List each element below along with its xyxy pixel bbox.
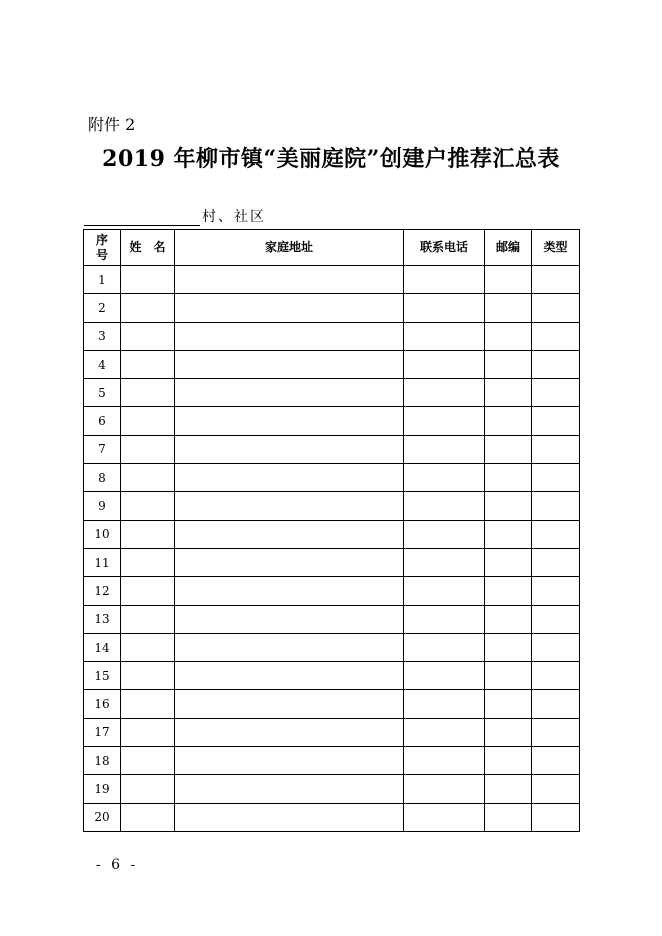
address-cell[interactable] [175, 294, 404, 322]
address-cell[interactable] [175, 690, 404, 718]
phone-cell[interactable] [404, 435, 485, 463]
table-row [84, 690, 580, 718]
phone-cell[interactable] [404, 379, 485, 407]
address-cell[interactable] [175, 379, 404, 407]
unit-label: 村、社区 [202, 209, 266, 225]
type-cell[interactable] [532, 492, 580, 520]
column-header-name: 姓 名 [121, 230, 175, 266]
row-index-cell: 16 [84, 690, 121, 718]
name-cell[interactable] [121, 322, 175, 350]
name-cell[interactable] [121, 633, 175, 661]
name-cell[interactable] [121, 605, 175, 633]
address-cell[interactable] [175, 718, 404, 746]
type-cell[interactable] [532, 350, 580, 378]
type-cell[interactable] [532, 633, 580, 661]
row-index-cell: 10 [84, 520, 121, 548]
postcode-cell[interactable] [485, 718, 532, 746]
name-cell[interactable] [121, 662, 175, 690]
row-index-cell: 19 [84, 775, 121, 803]
table-header-row [84, 230, 580, 266]
type-cell[interactable] [532, 548, 580, 576]
address-cell[interactable] [175, 633, 404, 661]
phone-cell[interactable] [404, 548, 485, 576]
table-row [84, 662, 580, 690]
unit-blank-field[interactable] [84, 207, 200, 226]
name-cell[interactable] [121, 775, 175, 803]
table-row [84, 266, 580, 294]
type-cell[interactable] [532, 775, 580, 803]
table-row [84, 492, 580, 520]
phone-cell[interactable] [404, 718, 485, 746]
table-row [84, 775, 580, 803]
phone-cell[interactable] [404, 322, 485, 350]
table-row [84, 803, 580, 831]
row-index-cell: 1 [84, 266, 121, 294]
row-index-cell: 12 [84, 577, 121, 605]
row-index-cell: 8 [84, 464, 121, 492]
type-cell[interactable] [532, 266, 580, 294]
table-row [84, 407, 580, 435]
address-cell[interactable] [175, 492, 404, 520]
table-row [84, 633, 580, 661]
page-number: - 6 - [96, 857, 139, 873]
postcode-cell[interactable] [485, 266, 532, 294]
address-cell[interactable] [175, 435, 404, 463]
phone-cell[interactable] [404, 633, 485, 661]
phone-cell[interactable] [404, 407, 485, 435]
type-cell[interactable] [532, 605, 580, 633]
row-index-cell: 20 [84, 803, 121, 831]
type-cell[interactable] [532, 322, 580, 350]
type-cell[interactable] [532, 803, 580, 831]
postcode-cell[interactable] [485, 435, 532, 463]
address-cell[interactable] [175, 577, 404, 605]
postcode-cell[interactable] [485, 464, 532, 492]
table-row [84, 577, 580, 605]
table-row [84, 350, 580, 378]
row-index-cell: 9 [84, 492, 121, 520]
name-cell[interactable] [121, 407, 175, 435]
row-index-cell: 13 [84, 605, 121, 633]
table-row [84, 464, 580, 492]
postcode-cell[interactable] [485, 407, 532, 435]
phone-cell[interactable] [404, 605, 485, 633]
name-cell[interactable] [121, 747, 175, 775]
table-row [84, 520, 580, 548]
name-cell[interactable] [121, 577, 175, 605]
type-cell[interactable] [532, 435, 580, 463]
type-cell[interactable] [532, 294, 580, 322]
column-header-postcode: 邮编 [485, 230, 532, 266]
type-cell[interactable] [532, 718, 580, 746]
table-row [84, 747, 580, 775]
address-cell[interactable] [175, 350, 404, 378]
phone-cell[interactable] [404, 294, 485, 322]
phone-cell[interactable] [404, 464, 485, 492]
address-cell[interactable] [175, 775, 404, 803]
postcode-cell[interactable] [485, 633, 532, 661]
name-cell[interactable] [121, 492, 175, 520]
name-cell[interactable] [121, 548, 175, 576]
name-cell[interactable] [121, 803, 175, 831]
name-cell[interactable] [121, 294, 175, 322]
phone-cell[interactable] [404, 747, 485, 775]
table-row [84, 322, 580, 350]
type-cell[interactable] [532, 662, 580, 690]
row-index-cell: 5 [84, 379, 121, 407]
document-title: 2019 年柳市镇“美丽庭院”创建户推荐汇总表 [102, 146, 560, 172]
postcode-cell[interactable] [485, 605, 532, 633]
type-cell[interactable] [532, 577, 580, 605]
recommendation-table [83, 229, 580, 832]
type-cell[interactable] [532, 407, 580, 435]
address-cell[interactable] [175, 322, 404, 350]
address-cell[interactable] [175, 605, 404, 633]
row-index-cell: 3 [84, 322, 121, 350]
phone-cell[interactable] [404, 775, 485, 803]
postcode-cell[interactable] [485, 662, 532, 690]
column-header-address: 家庭地址 [175, 230, 404, 266]
postcode-cell[interactable] [485, 294, 532, 322]
row-index-cell: 11 [84, 548, 121, 576]
column-header-type: 类型 [532, 230, 580, 266]
address-cell[interactable] [175, 662, 404, 690]
table-row [84, 718, 580, 746]
postcode-cell[interactable] [485, 322, 532, 350]
table-row [84, 605, 580, 633]
address-cell[interactable] [175, 747, 404, 775]
row-index-cell: 15 [84, 662, 121, 690]
unit-line [84, 206, 266, 226]
name-cell[interactable] [121, 718, 175, 746]
table-row [84, 548, 580, 576]
postcode-cell[interactable] [485, 803, 532, 831]
phone-cell[interactable] [404, 690, 485, 718]
address-cell[interactable] [175, 803, 404, 831]
postcode-cell[interactable] [485, 690, 532, 718]
phone-cell[interactable] [404, 520, 485, 548]
postcode-cell[interactable] [485, 492, 532, 520]
address-cell[interactable] [175, 464, 404, 492]
postcode-cell[interactable] [485, 775, 532, 803]
postcode-cell[interactable] [485, 577, 532, 605]
type-cell[interactable] [532, 690, 580, 718]
address-cell[interactable] [175, 548, 404, 576]
name-cell[interactable] [121, 690, 175, 718]
phone-cell[interactable] [404, 492, 485, 520]
phone-cell[interactable] [404, 350, 485, 378]
name-cell[interactable] [121, 350, 175, 378]
name-cell[interactable] [121, 464, 175, 492]
row-index-cell: 6 [84, 407, 121, 435]
table-row [84, 435, 580, 463]
postcode-cell[interactable] [485, 548, 532, 576]
phone-cell[interactable] [404, 266, 485, 294]
phone-cell[interactable] [404, 662, 485, 690]
name-cell[interactable] [121, 266, 175, 294]
address-cell[interactable] [175, 407, 404, 435]
postcode-cell[interactable] [485, 747, 532, 775]
postcode-cell[interactable] [485, 520, 532, 548]
row-index-cell: 7 [84, 435, 121, 463]
row-index-cell: 17 [84, 718, 121, 746]
type-cell[interactable] [532, 464, 580, 492]
attachment-label: 附件 2 [88, 115, 136, 134]
postcode-cell[interactable] [485, 350, 532, 378]
column-header-index: 序号 [84, 230, 121, 266]
row-index-cell: 14 [84, 633, 121, 661]
table-row [84, 379, 580, 407]
row-index-cell: 4 [84, 350, 121, 378]
type-cell[interactable] [532, 747, 580, 775]
name-cell[interactable] [121, 520, 175, 548]
phone-cell[interactable] [404, 803, 485, 831]
postcode-cell[interactable] [485, 379, 532, 407]
name-cell[interactable] [121, 435, 175, 463]
name-cell[interactable] [121, 379, 175, 407]
row-index-cell: 2 [84, 294, 121, 322]
type-cell[interactable] [532, 379, 580, 407]
type-cell[interactable] [532, 520, 580, 548]
phone-cell[interactable] [404, 577, 485, 605]
address-cell[interactable] [175, 520, 404, 548]
address-cell[interactable] [175, 266, 404, 294]
table-row [84, 294, 580, 322]
row-index-cell: 18 [84, 747, 121, 775]
table-body [84, 266, 580, 832]
column-header-phone: 联系电话 [404, 230, 485, 266]
